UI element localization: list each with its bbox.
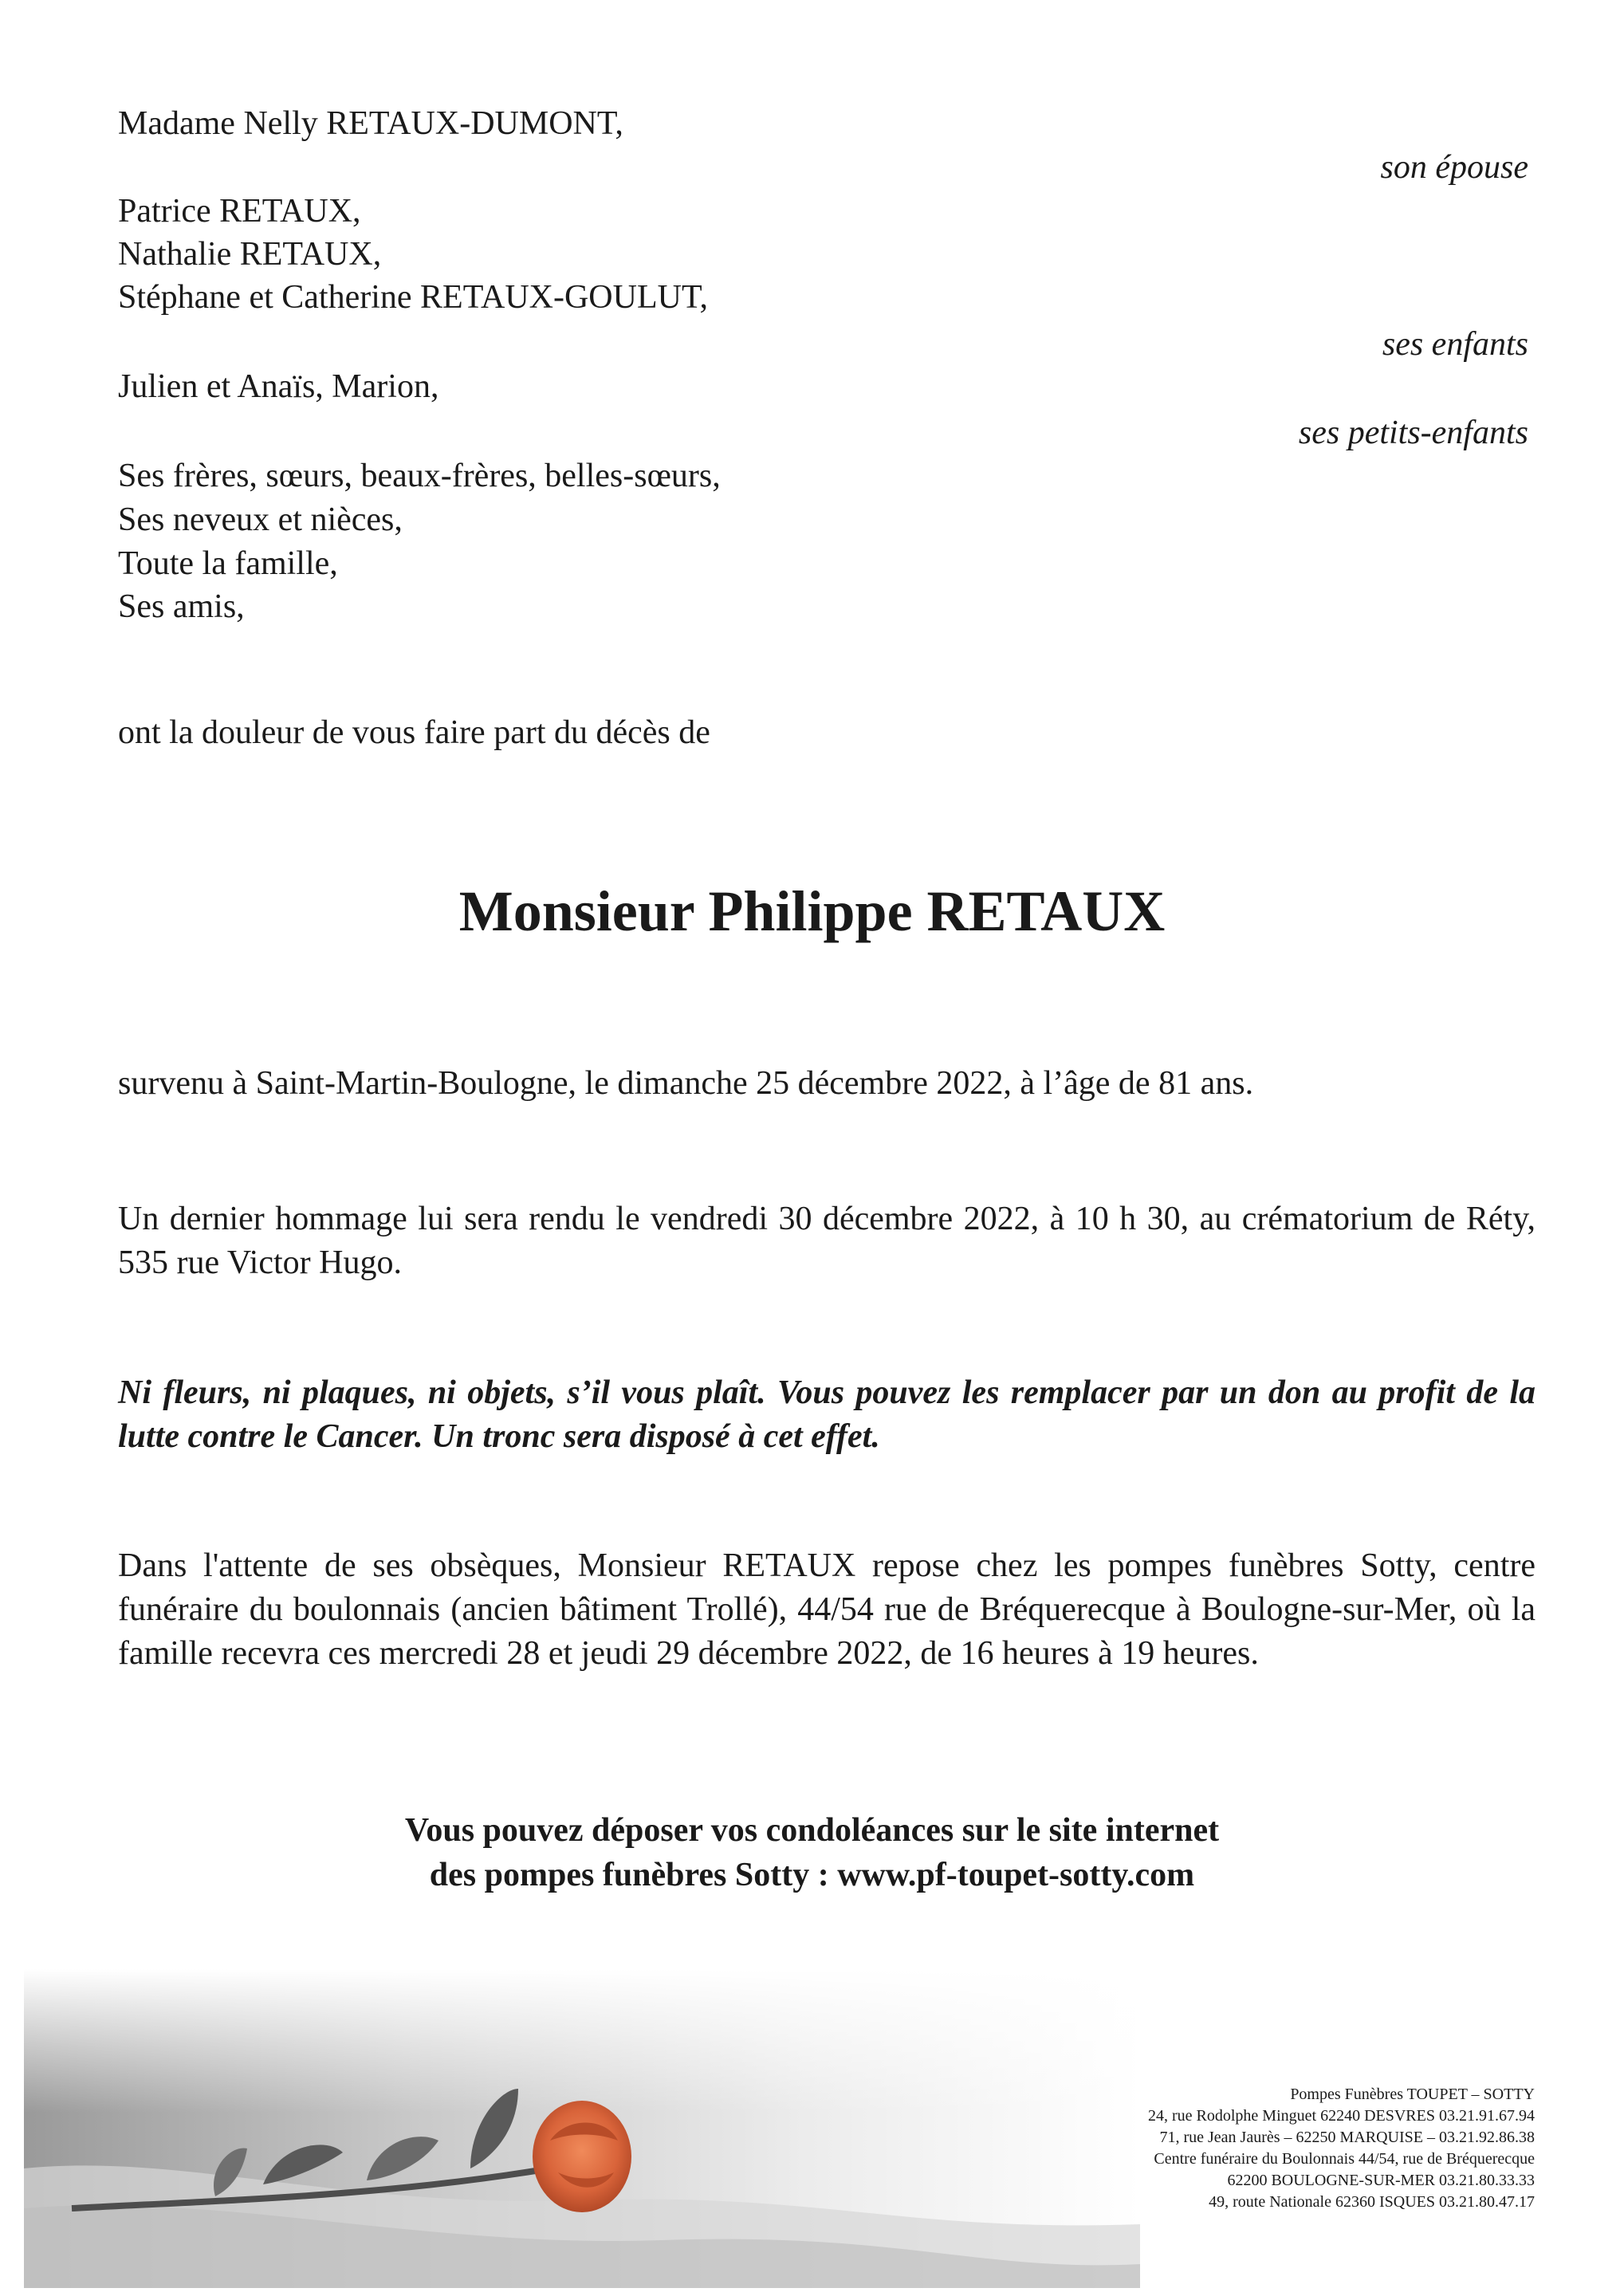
family-line: Toute la famille, bbox=[118, 545, 338, 582]
contact-line: 71, rue Jean Jaurès – 62250 MARQUISE – 03.21.92.86.38 bbox=[1159, 2129, 1535, 2146]
child-name: Patrice RETAUX, bbox=[118, 193, 361, 230]
announcement-text: ont la douleur de vous faire part du décès de bbox=[118, 714, 710, 751]
contact-line: 24, rue Rodolphe Minguet 62240 DESVRES 03.21.91.67.94 bbox=[1148, 2107, 1535, 2125]
family-line: Ses amis, bbox=[118, 588, 245, 625]
child-name: Stéphane et Catherine RETAUX-GOULUT, bbox=[118, 279, 708, 316]
death-details: survenu à Saint-Martin-Boulogne, le dimanche 25 décembre 2022, à l’âge de 81 ans. bbox=[118, 1065, 1254, 1102]
condolences-block bbox=[0, 1808, 1624, 1897]
flowers-notice: Ni fleurs, ni plaques, ni objets, s’il vous plaît. Vous pouvez les remplacer par un don au profit de la lutte contre le Cancer. Un tronc sera disposé à cet effet. bbox=[118, 1374, 1536, 1455]
deceased-name: Monsieur Philippe RETAUX bbox=[458, 879, 1166, 943]
rose-flower bbox=[533, 2101, 631, 2212]
grandchildren-relation: ses petits-enfants bbox=[1298, 415, 1528, 451]
spouse-relation: son épouse bbox=[1380, 149, 1528, 186]
condolences-line: des pompes funèbres Sotty : www.pf-toupet-sotty.com bbox=[429, 1857, 1195, 1893]
contact-line: 49, route Nationale 62360 ISQUES 03.21.80.47.17 bbox=[1209, 2193, 1535, 2211]
viewing-paragraph: Dans l'attente de ses obsèques, Monsieur RETAUX repose chez les pompes funèbres Sotty, centre funéraire du boulonnais (ancien bâtiment Trollé), 44/54 rue de Bréquerecque à Boulogne-sur-Mer, où la famille recevra ces mercredi 28 et jeudi 29 décembre 2022, de 16 heures à 19 heures. bbox=[118, 1547, 1536, 1672]
child-name: Nathalie RETAUX, bbox=[118, 236, 382, 273]
condolences-line: Vous pouvez déposer vos condoléances sur le site internet bbox=[404, 1812, 1220, 1849]
family-line: Ses frères, sœurs, beaux-frères, belles-sœurs, bbox=[118, 458, 721, 494]
tribute-paragraph: Un dernier hommage lui sera rendu le vendredi 30 décembre 2022, à 10 h 30, au crématorium de Réty, 535 rue Victor Hugo. bbox=[118, 1201, 1536, 1281]
spouse-name: Madame Nelly RETAUX-DUMONT, bbox=[118, 105, 623, 142]
grandchildren-names: Julien et Anaïs, Marion, bbox=[118, 368, 439, 405]
contact-line: Centre funéraire du Boulonnais 44/54, rue de Bréquerecque bbox=[1154, 2150, 1535, 2168]
funeral-home-contact bbox=[1148, 2084, 1535, 2213]
contact-line: 62200 BOULOGNE-SUR-MER 03.21.80.33.33 bbox=[1227, 2172, 1535, 2189]
family-line: Ses neveux et nièces, bbox=[118, 501, 403, 538]
rose-on-beach-image bbox=[24, 1969, 1140, 2288]
children-relation: ses enfants bbox=[1382, 326, 1528, 363]
contact-line: Pompes Funèbres TOUPET – SOTTY bbox=[1290, 2086, 1535, 2103]
